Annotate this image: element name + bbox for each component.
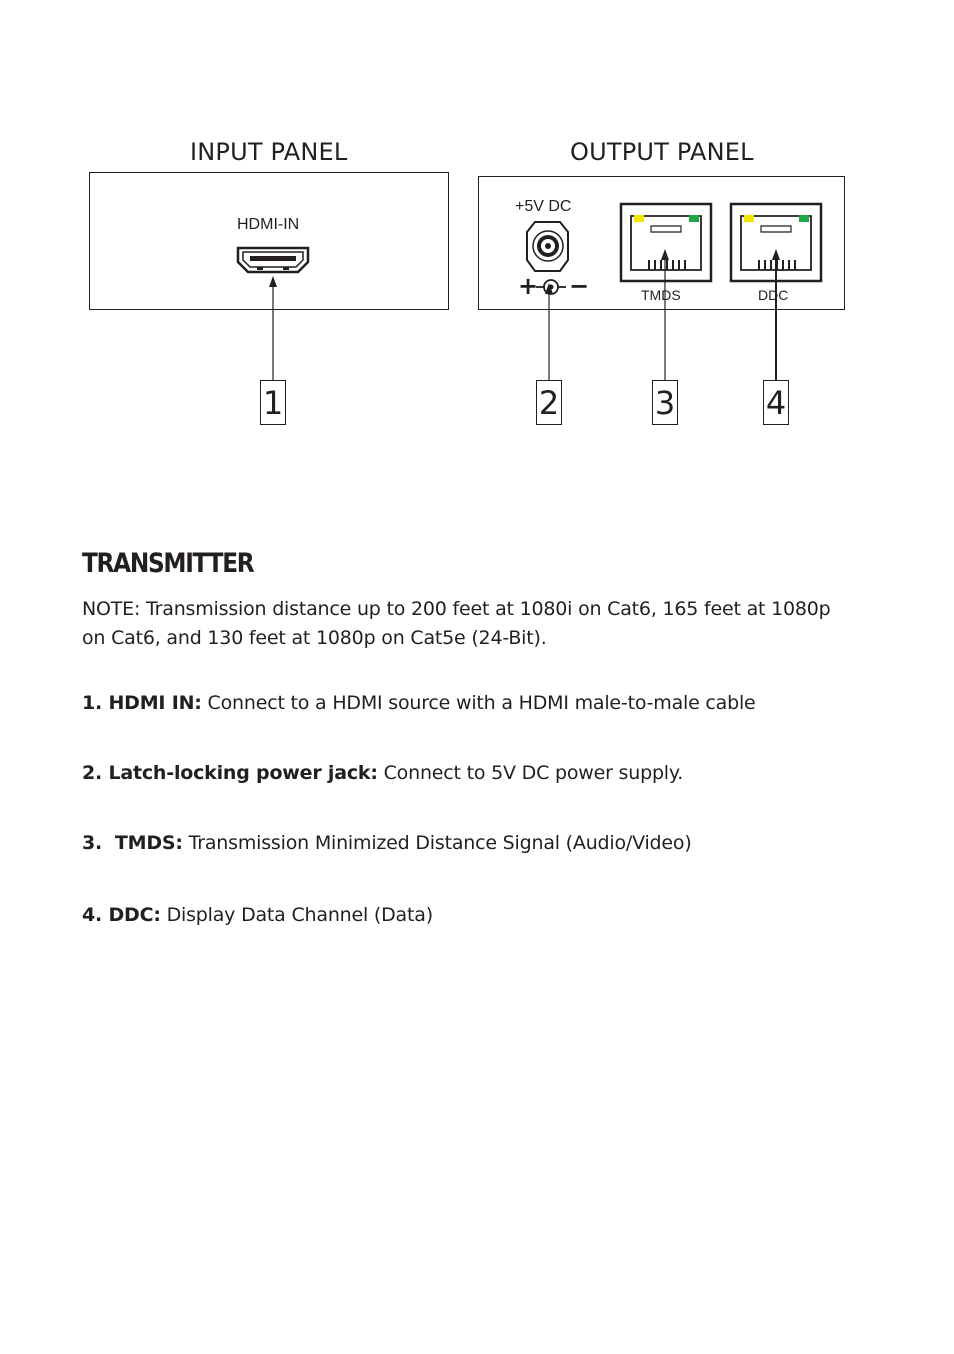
- ddc-label: DDC: [758, 287, 789, 303]
- callout-2: 2: [536, 380, 562, 425]
- polarity-icon: [518, 272, 589, 300]
- hdmi-in-label: HDMI-IN: [237, 216, 300, 233]
- input-panel-title: INPUT PANEL: [190, 138, 348, 166]
- power-jack-icon: [527, 222, 568, 271]
- item-desc: Transmission Minimized Distance Signal (Audio/Video): [182, 832, 692, 854]
- item-tmds: [82, 832, 692, 854]
- item-term: 4. DDC:: [82, 904, 161, 926]
- item-hdmi-in: [82, 692, 756, 714]
- item-desc: Connect to 5V DC power supply.: [377, 762, 684, 784]
- callout-leader-4: [772, 249, 780, 380]
- tmds-label: TMDS: [641, 287, 681, 303]
- item-ddc: [82, 904, 433, 926]
- callout-1: 1: [260, 380, 286, 425]
- section-title: TRANSMITTER: [82, 548, 254, 579]
- polarity-plus: +: [518, 272, 539, 300]
- callout-leader-1: [269, 276, 277, 380]
- output-panel-title: OUTPUT PANEL: [570, 138, 754, 166]
- item-desc: Display Data Channel (Data): [160, 904, 433, 926]
- polarity-minus: −: [569, 272, 590, 300]
- callout-leader-2: [545, 283, 553, 380]
- item-term: 3. TMDS:: [82, 832, 183, 854]
- item-term: 2. Latch-locking power jack:: [82, 762, 378, 784]
- hdmi-port-icon: [238, 248, 308, 272]
- item-power-jack: [82, 762, 683, 784]
- rj45-tmds-port-icon: [621, 204, 711, 281]
- item-term: 1. HDMI IN:: [82, 692, 202, 714]
- callout-3: 3: [652, 380, 678, 425]
- item-desc: Connect to a HDMI source with a HDMI male-to-male cable: [201, 692, 756, 714]
- power-label: +5V DC: [515, 198, 572, 215]
- callout-4: 4: [763, 380, 789, 425]
- note-line-2: on Cat6, and 130 feet at 1080p on Cat5e (24-Bit).: [82, 627, 547, 649]
- note-line-1: NOTE: Transmission distance up to 200 feet at 1080i on Cat6, 165 feet at 1080p: [82, 598, 831, 620]
